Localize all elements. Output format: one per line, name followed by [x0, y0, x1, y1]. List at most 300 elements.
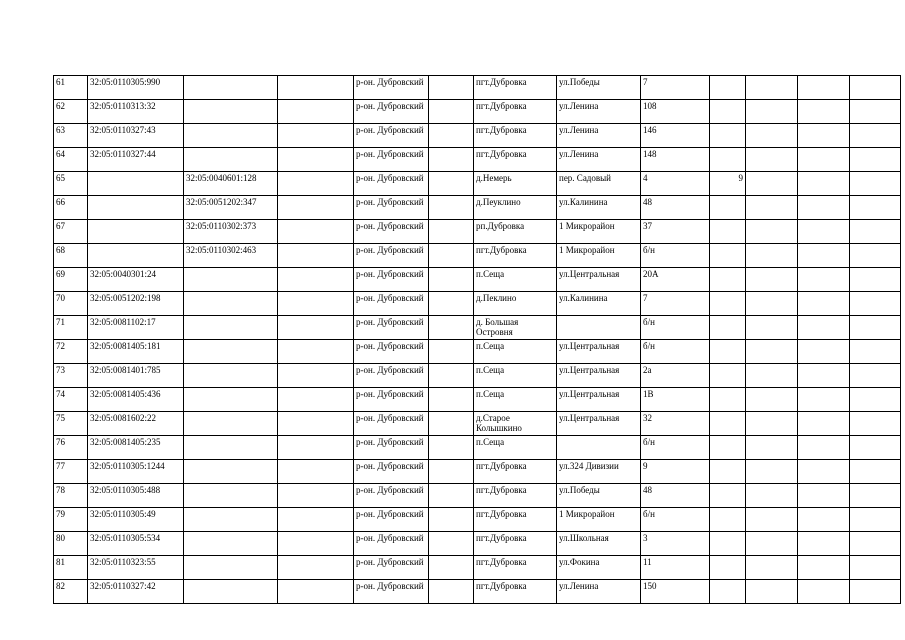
- cadastral-number-alt-cell: 32:05:0110302:463: [184, 244, 278, 268]
- empty-cell: [798, 316, 850, 340]
- locality-cell: пгт.Дубровка: [474, 148, 557, 172]
- district-cell: р-он. Дубровский: [354, 220, 429, 244]
- empty-cell: [798, 220, 850, 244]
- cadastral-number-alt-cell: [184, 76, 278, 100]
- empty-cell: [746, 124, 798, 148]
- locality-cell: пгт.Дубровка: [474, 76, 557, 100]
- extra-number-cell: [710, 508, 746, 532]
- district-cell: р-он. Дубровский: [354, 556, 429, 580]
- empty-cell: [429, 580, 474, 604]
- row-number-cell: 69: [54, 268, 88, 292]
- empty-cell: [850, 268, 901, 292]
- empty-cell: [278, 268, 354, 292]
- street-cell: ул.Центральная: [557, 340, 641, 364]
- district-cell: р-он. Дубровский: [354, 100, 429, 124]
- house-number-cell: б/н: [641, 316, 710, 340]
- empty-cell: [278, 436, 354, 460]
- row-number-cell: 78: [54, 484, 88, 508]
- table-row: [54, 244, 901, 268]
- empty-cell: [798, 292, 850, 316]
- street-cell: [557, 316, 641, 340]
- table-row: [54, 124, 901, 148]
- table-row: [54, 412, 901, 436]
- cadastral-number-alt-cell: [184, 412, 278, 436]
- street-cell: ул.Ленина: [557, 100, 641, 124]
- locality-cell: п.Сеща: [474, 388, 557, 412]
- empty-cell: [429, 100, 474, 124]
- empty-cell: [278, 580, 354, 604]
- row-number-cell: 73: [54, 364, 88, 388]
- district-cell: р-он. Дубровский: [354, 412, 429, 436]
- street-cell: 1 Микрорайон: [557, 220, 641, 244]
- empty-cell: [746, 556, 798, 580]
- house-number-cell: 148: [641, 148, 710, 172]
- locality-cell: п.Сеща: [474, 340, 557, 364]
- empty-cell: [798, 124, 850, 148]
- cadastral-number-cell: 32:05:0110305:990: [88, 76, 184, 100]
- table-row: [54, 556, 901, 580]
- row-number-cell: 74: [54, 388, 88, 412]
- district-cell: р-он. Дубровский: [354, 508, 429, 532]
- empty-cell: [278, 388, 354, 412]
- empty-cell: [278, 364, 354, 388]
- row-number-cell: 76: [54, 436, 88, 460]
- cadastral-number-cell: [88, 172, 184, 196]
- empty-cell: [278, 220, 354, 244]
- street-cell: ул.Победы: [557, 76, 641, 100]
- street-cell: ул.Центральная: [557, 388, 641, 412]
- cadastral-number-cell: 32:05:0081401:785: [88, 364, 184, 388]
- cadastral-number-cell: 32:05:0110305:1244: [88, 460, 184, 484]
- empty-cell: [278, 484, 354, 508]
- empty-cell: [429, 172, 474, 196]
- empty-cell: [746, 436, 798, 460]
- empty-cell: [746, 388, 798, 412]
- empty-cell: [429, 220, 474, 244]
- empty-cell: [278, 340, 354, 364]
- cadastral-number-cell: 32:05:0051202:198: [88, 292, 184, 316]
- extra-number-cell: [710, 388, 746, 412]
- district-cell: р-он. Дубровский: [354, 268, 429, 292]
- street-cell: 1 Микрорайон: [557, 244, 641, 268]
- empty-cell: [746, 76, 798, 100]
- district-cell: р-он. Дубровский: [354, 436, 429, 460]
- cadastral-number-alt-cell: [184, 508, 278, 532]
- empty-cell: [850, 340, 901, 364]
- locality-cell: рп.Дубровка: [474, 220, 557, 244]
- extra-number-cell: [710, 196, 746, 220]
- table-row: [54, 148, 901, 172]
- house-number-cell: 1В: [641, 388, 710, 412]
- empty-cell: [278, 172, 354, 196]
- empty-cell: [746, 100, 798, 124]
- table-row: [54, 172, 901, 196]
- empty-cell: [746, 268, 798, 292]
- district-cell: р-он. Дубровский: [354, 388, 429, 412]
- empty-cell: [278, 100, 354, 124]
- district-cell: р-он. Дубровский: [354, 244, 429, 268]
- empty-cell: [278, 316, 354, 340]
- extra-number-cell: [710, 460, 746, 484]
- cadastral-number-cell: 32:05:0081405:235: [88, 436, 184, 460]
- street-cell: ул.Центральная: [557, 412, 641, 436]
- cadastral-number-alt-cell: [184, 100, 278, 124]
- street-cell: 1 Микрорайон: [557, 508, 641, 532]
- empty-cell: [798, 340, 850, 364]
- table-row: [54, 484, 901, 508]
- cadastral-number-alt-cell: [184, 148, 278, 172]
- locality-cell: д.Пеуклино: [474, 196, 557, 220]
- house-number-cell: б/н: [641, 508, 710, 532]
- row-number-cell: 81: [54, 556, 88, 580]
- empty-cell: [746, 172, 798, 196]
- empty-cell: [798, 364, 850, 388]
- empty-cell: [746, 508, 798, 532]
- empty-cell: [429, 196, 474, 220]
- table-row: [54, 388, 901, 412]
- cadastral-number-alt-cell: 32:05:0051202:347: [184, 196, 278, 220]
- empty-cell: [429, 316, 474, 340]
- house-number-cell: 2а: [641, 364, 710, 388]
- cadastral-number-cell: 32:05:0110327:43: [88, 124, 184, 148]
- cadastral-number-cell: 32:05:0040301:24: [88, 268, 184, 292]
- street-cell: ул.Калинина: [557, 196, 641, 220]
- street-cell: пер. Садовый: [557, 172, 641, 196]
- street-cell: ул.Калинина: [557, 292, 641, 316]
- empty-cell: [429, 460, 474, 484]
- extra-number-cell: [710, 76, 746, 100]
- empty-cell: [850, 100, 901, 124]
- table-row: [54, 220, 901, 244]
- empty-cell: [429, 388, 474, 412]
- empty-cell: [278, 292, 354, 316]
- empty-cell: [850, 220, 901, 244]
- row-number-cell: 64: [54, 148, 88, 172]
- empty-cell: [278, 460, 354, 484]
- empty-cell: [429, 124, 474, 148]
- empty-cell: [746, 244, 798, 268]
- house-number-cell: 11: [641, 556, 710, 580]
- empty-cell: [798, 556, 850, 580]
- district-cell: р-он. Дубровский: [354, 196, 429, 220]
- empty-cell: [850, 388, 901, 412]
- empty-cell: [798, 196, 850, 220]
- row-number-cell: 62: [54, 100, 88, 124]
- empty-cell: [746, 220, 798, 244]
- cadastral-number-cell: 32:05:0110313:32: [88, 100, 184, 124]
- house-number-cell: 48: [641, 484, 710, 508]
- cadastral-number-cell: [88, 196, 184, 220]
- house-number-cell: 7: [641, 292, 710, 316]
- extra-number-cell: [710, 148, 746, 172]
- table-row: [54, 268, 901, 292]
- cadastral-number-cell: 32:05:0110327:44: [88, 148, 184, 172]
- row-number-cell: 75: [54, 412, 88, 436]
- locality-cell: пгт.Дубровка: [474, 532, 557, 556]
- empty-cell: [278, 196, 354, 220]
- cadastral-number-cell: 32:05:0081405:181: [88, 340, 184, 364]
- house-number-cell: 32: [641, 412, 710, 436]
- extra-number-cell: [710, 292, 746, 316]
- locality-cell: пгт.Дубровка: [474, 556, 557, 580]
- cadastral-number-cell: 32:05:0110305:488: [88, 484, 184, 508]
- table-body: [54, 76, 901, 604]
- cadastral-number-alt-cell: [184, 556, 278, 580]
- district-cell: р-он. Дубровский: [354, 76, 429, 100]
- empty-cell: [429, 364, 474, 388]
- cadastral-number-alt-cell: [184, 316, 278, 340]
- empty-cell: [798, 100, 850, 124]
- empty-cell: [429, 244, 474, 268]
- house-number-cell: 20А: [641, 268, 710, 292]
- district-cell: р-он. Дубровский: [354, 172, 429, 196]
- table-row: [54, 340, 901, 364]
- empty-cell: [429, 292, 474, 316]
- street-cell: ул.Ленина: [557, 124, 641, 148]
- street-cell: [557, 436, 641, 460]
- table-row: [54, 76, 901, 100]
- locality-cell: д.Старое Колышкино: [474, 412, 557, 436]
- row-number-cell: 72: [54, 340, 88, 364]
- table-row: [54, 292, 901, 316]
- street-cell: ул.Школьная: [557, 532, 641, 556]
- locality-cell: пгт.Дубровка: [474, 124, 557, 148]
- house-number-cell: 37: [641, 220, 710, 244]
- empty-cell: [278, 124, 354, 148]
- row-number-cell: 61: [54, 76, 88, 100]
- locality-cell: пгт.Дубровка: [474, 484, 557, 508]
- extra-number-cell: [710, 580, 746, 604]
- empty-cell: [850, 556, 901, 580]
- cadastral-number-alt-cell: [184, 388, 278, 412]
- locality-cell: пгт.Дубровка: [474, 244, 557, 268]
- locality-cell: пгт.Дубровка: [474, 460, 557, 484]
- empty-cell: [278, 244, 354, 268]
- table-row: [54, 508, 901, 532]
- empty-cell: [850, 412, 901, 436]
- cadastral-number-alt-cell: [184, 124, 278, 148]
- extra-number-cell: [710, 364, 746, 388]
- street-cell: ул.Фокина: [557, 556, 641, 580]
- empty-cell: [429, 484, 474, 508]
- house-number-cell: б/н: [641, 436, 710, 460]
- row-number-cell: 79: [54, 508, 88, 532]
- table-row: [54, 532, 901, 556]
- empty-cell: [746, 580, 798, 604]
- empty-cell: [798, 532, 850, 556]
- locality-cell: д.Пеклино: [474, 292, 557, 316]
- cadastral-number-cell: [88, 220, 184, 244]
- row-number-cell: 70: [54, 292, 88, 316]
- empty-cell: [798, 388, 850, 412]
- cadastral-number-alt-cell: [184, 532, 278, 556]
- locality-cell: п.Сеща: [474, 364, 557, 388]
- empty-cell: [746, 148, 798, 172]
- extra-number-cell: [710, 556, 746, 580]
- locality-cell: п.Сеща: [474, 268, 557, 292]
- district-cell: р-он. Дубровский: [354, 580, 429, 604]
- street-cell: ул.Победы: [557, 484, 641, 508]
- registry-table: [53, 75, 901, 604]
- street-cell: ул.Центральная: [557, 268, 641, 292]
- empty-cell: [850, 244, 901, 268]
- empty-cell: [429, 148, 474, 172]
- locality-cell: д.Немерь: [474, 172, 557, 196]
- cadastral-number-alt-cell: [184, 484, 278, 508]
- district-cell: р-он. Дубровский: [354, 460, 429, 484]
- empty-cell: [429, 532, 474, 556]
- house-number-cell: 108: [641, 100, 710, 124]
- empty-cell: [850, 292, 901, 316]
- table-row: [54, 196, 901, 220]
- empty-cell: [746, 532, 798, 556]
- table-row: [54, 316, 901, 340]
- cadastral-number-cell: 32:05:0081602:22: [88, 412, 184, 436]
- extra-number-cell: [710, 268, 746, 292]
- empty-cell: [798, 484, 850, 508]
- cadastral-number-alt-cell: [184, 340, 278, 364]
- empty-cell: [746, 292, 798, 316]
- empty-cell: [278, 556, 354, 580]
- cadastral-number-alt-cell: [184, 436, 278, 460]
- row-number-cell: 66: [54, 196, 88, 220]
- row-number-cell: 77: [54, 460, 88, 484]
- empty-cell: [850, 460, 901, 484]
- cadastral-number-alt-cell: 32:05:0040601:128: [184, 172, 278, 196]
- empty-cell: [850, 436, 901, 460]
- cadastral-number-cell: 32:05:0110327:42: [88, 580, 184, 604]
- empty-cell: [746, 412, 798, 436]
- extra-number-cell: [710, 316, 746, 340]
- empty-cell: [429, 436, 474, 460]
- cadastral-number-alt-cell: [184, 580, 278, 604]
- street-cell: ул.Ленина: [557, 580, 641, 604]
- house-number-cell: 9: [641, 460, 710, 484]
- district-cell: р-он. Дубровский: [354, 364, 429, 388]
- table-row: [54, 436, 901, 460]
- empty-cell: [850, 532, 901, 556]
- locality-cell: пгт.Дубровка: [474, 508, 557, 532]
- house-number-cell: 4: [641, 172, 710, 196]
- district-cell: р-он. Дубровский: [354, 292, 429, 316]
- row-number-cell: 71: [54, 316, 88, 340]
- empty-cell: [850, 148, 901, 172]
- empty-cell: [429, 556, 474, 580]
- empty-cell: [850, 508, 901, 532]
- empty-cell: [278, 412, 354, 436]
- house-number-cell: 7: [641, 76, 710, 100]
- empty-cell: [850, 484, 901, 508]
- district-cell: р-он. Дубровский: [354, 340, 429, 364]
- locality-cell: пгт.Дубровка: [474, 100, 557, 124]
- row-number-cell: 67: [54, 220, 88, 244]
- empty-cell: [746, 484, 798, 508]
- district-cell: р-он. Дубровский: [354, 124, 429, 148]
- district-cell: р-он. Дубровский: [354, 148, 429, 172]
- empty-cell: [746, 316, 798, 340]
- street-cell: ул.Ленина: [557, 148, 641, 172]
- empty-cell: [798, 268, 850, 292]
- house-number-cell: 150: [641, 580, 710, 604]
- empty-cell: [746, 460, 798, 484]
- row-number-cell: 65: [54, 172, 88, 196]
- empty-cell: [278, 508, 354, 532]
- cadastral-number-cell: [88, 244, 184, 268]
- empty-cell: [429, 412, 474, 436]
- empty-cell: [850, 124, 901, 148]
- district-cell: р-он. Дубровский: [354, 484, 429, 508]
- empty-cell: [429, 340, 474, 364]
- house-number-cell: 48: [641, 196, 710, 220]
- house-number-cell: 146: [641, 124, 710, 148]
- district-cell: р-он. Дубровский: [354, 316, 429, 340]
- extra-number-cell: [710, 436, 746, 460]
- house-number-cell: б/н: [641, 244, 710, 268]
- empty-cell: [798, 76, 850, 100]
- empty-cell: [850, 580, 901, 604]
- locality-cell: д. Большая Островня: [474, 316, 557, 340]
- empty-cell: [798, 436, 850, 460]
- extra-number-cell: [710, 532, 746, 556]
- table-row: [54, 460, 901, 484]
- cadastral-number-cell: 32:05:0081405:436: [88, 388, 184, 412]
- row-number-cell: 80: [54, 532, 88, 556]
- cadastral-number-cell: 32:05:0110323:55: [88, 556, 184, 580]
- cadastral-number-cell: 32:05:0081102:17: [88, 316, 184, 340]
- empty-cell: [798, 148, 850, 172]
- cadastral-number-alt-cell: [184, 364, 278, 388]
- house-number-cell: 3: [641, 532, 710, 556]
- street-cell: ул.324 Дивизии: [557, 460, 641, 484]
- extra-number-cell: [710, 340, 746, 364]
- row-number-cell: 68: [54, 244, 88, 268]
- table-row: [54, 364, 901, 388]
- cadastral-number-alt-cell: [184, 292, 278, 316]
- empty-cell: [746, 340, 798, 364]
- locality-cell: пгт.Дубровка: [474, 580, 557, 604]
- table-row: [54, 100, 901, 124]
- extra-number-cell: [710, 100, 746, 124]
- empty-cell: [798, 580, 850, 604]
- empty-cell: [850, 316, 901, 340]
- extra-number-cell: [710, 220, 746, 244]
- empty-cell: [278, 76, 354, 100]
- empty-cell: [798, 172, 850, 196]
- extra-number-cell: [710, 124, 746, 148]
- empty-cell: [278, 148, 354, 172]
- locality-cell: п.Сеща: [474, 436, 557, 460]
- table-row: [54, 580, 901, 604]
- extra-number-cell: [710, 412, 746, 436]
- cadastral-number-cell: 32:05:0110305:49: [88, 508, 184, 532]
- empty-cell: [278, 532, 354, 556]
- district-cell: р-он. Дубровский: [354, 532, 429, 556]
- cadastral-number-alt-cell: [184, 460, 278, 484]
- row-number-cell: 82: [54, 580, 88, 604]
- cadastral-number-alt-cell: [184, 268, 278, 292]
- empty-cell: [429, 268, 474, 292]
- empty-cell: [798, 244, 850, 268]
- house-number-cell: б/н: [641, 340, 710, 364]
- extra-number-cell: 9: [710, 172, 746, 196]
- empty-cell: [746, 196, 798, 220]
- cadastral-number-alt-cell: 32:05:0110302:373: [184, 220, 278, 244]
- empty-cell: [850, 196, 901, 220]
- empty-cell: [429, 76, 474, 100]
- empty-cell: [798, 412, 850, 436]
- empty-cell: [746, 364, 798, 388]
- empty-cell: [798, 508, 850, 532]
